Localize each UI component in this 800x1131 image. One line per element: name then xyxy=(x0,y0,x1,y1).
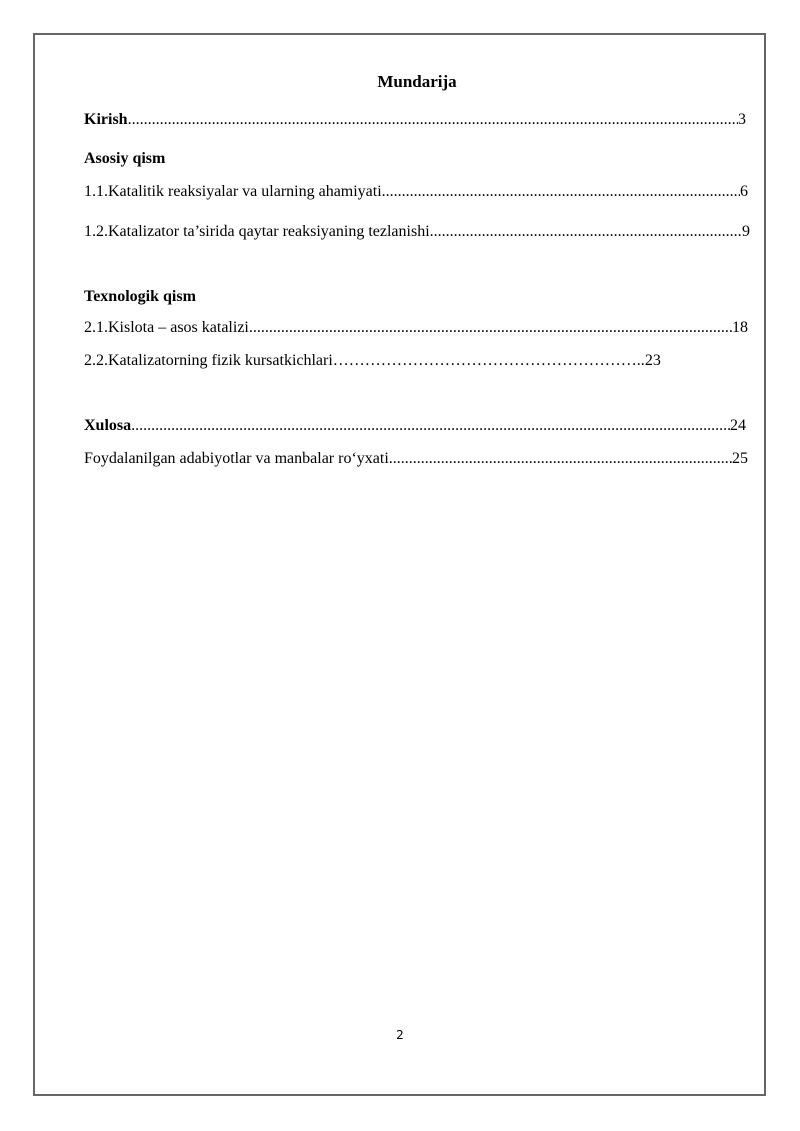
toc-entry-page: 3 xyxy=(738,111,746,128)
toc-entry-label: 1.1.Katalitik reaksiyalar va ularning ahamiyati xyxy=(84,183,382,200)
section-heading-asosiy: Asosiy qism xyxy=(84,150,166,167)
toc-entry-label: Foydalanilgan adabiyotlar va manbalar ro‘yxati xyxy=(84,450,389,467)
dot-leader xyxy=(389,449,732,469)
dot-leader xyxy=(128,110,738,130)
toc-entry-2-1 xyxy=(84,318,748,338)
toc-entry-label: Kirish xyxy=(84,111,128,128)
toc-entry-2-2 xyxy=(84,351,748,371)
toc-entry-page: 9 xyxy=(742,223,750,240)
toc-entry-label: 1.2.Katalizator ta’sirida qaytar reaksiyaning tezlanishi xyxy=(84,223,430,240)
toc-entry-label: 2.1.Kislota – asos katalizi xyxy=(84,319,249,336)
toc-entry-page: 24 xyxy=(730,417,746,434)
dot-leader xyxy=(382,182,740,202)
toc-entry-page: 25 xyxy=(732,450,748,467)
toc-entry-1-2 xyxy=(84,222,750,242)
toc-title: Mundarija xyxy=(377,72,457,91)
toc-entry-page: 18 xyxy=(732,319,748,336)
toc-entry-page: 23 xyxy=(644,352,661,369)
page-number: 2 xyxy=(396,1028,404,1042)
toc-entry-kirish xyxy=(84,110,746,130)
toc-entry-label: 2.2.Katalizatorning fizik kursatkichlari………………………………………………….. xyxy=(84,352,645,369)
toc-entry-adabiyotlar xyxy=(84,449,748,469)
toc-entry-page: 6 xyxy=(740,183,748,200)
toc-entry-1-1 xyxy=(84,182,748,202)
dot-leader xyxy=(131,416,730,436)
dot-leader xyxy=(249,318,732,338)
toc-entry-xulosa xyxy=(84,416,746,436)
toc-entry-label: Xulosa xyxy=(84,417,132,434)
section-heading-texnologik: Texnologik qism xyxy=(84,288,196,305)
dot-leader xyxy=(430,222,742,242)
